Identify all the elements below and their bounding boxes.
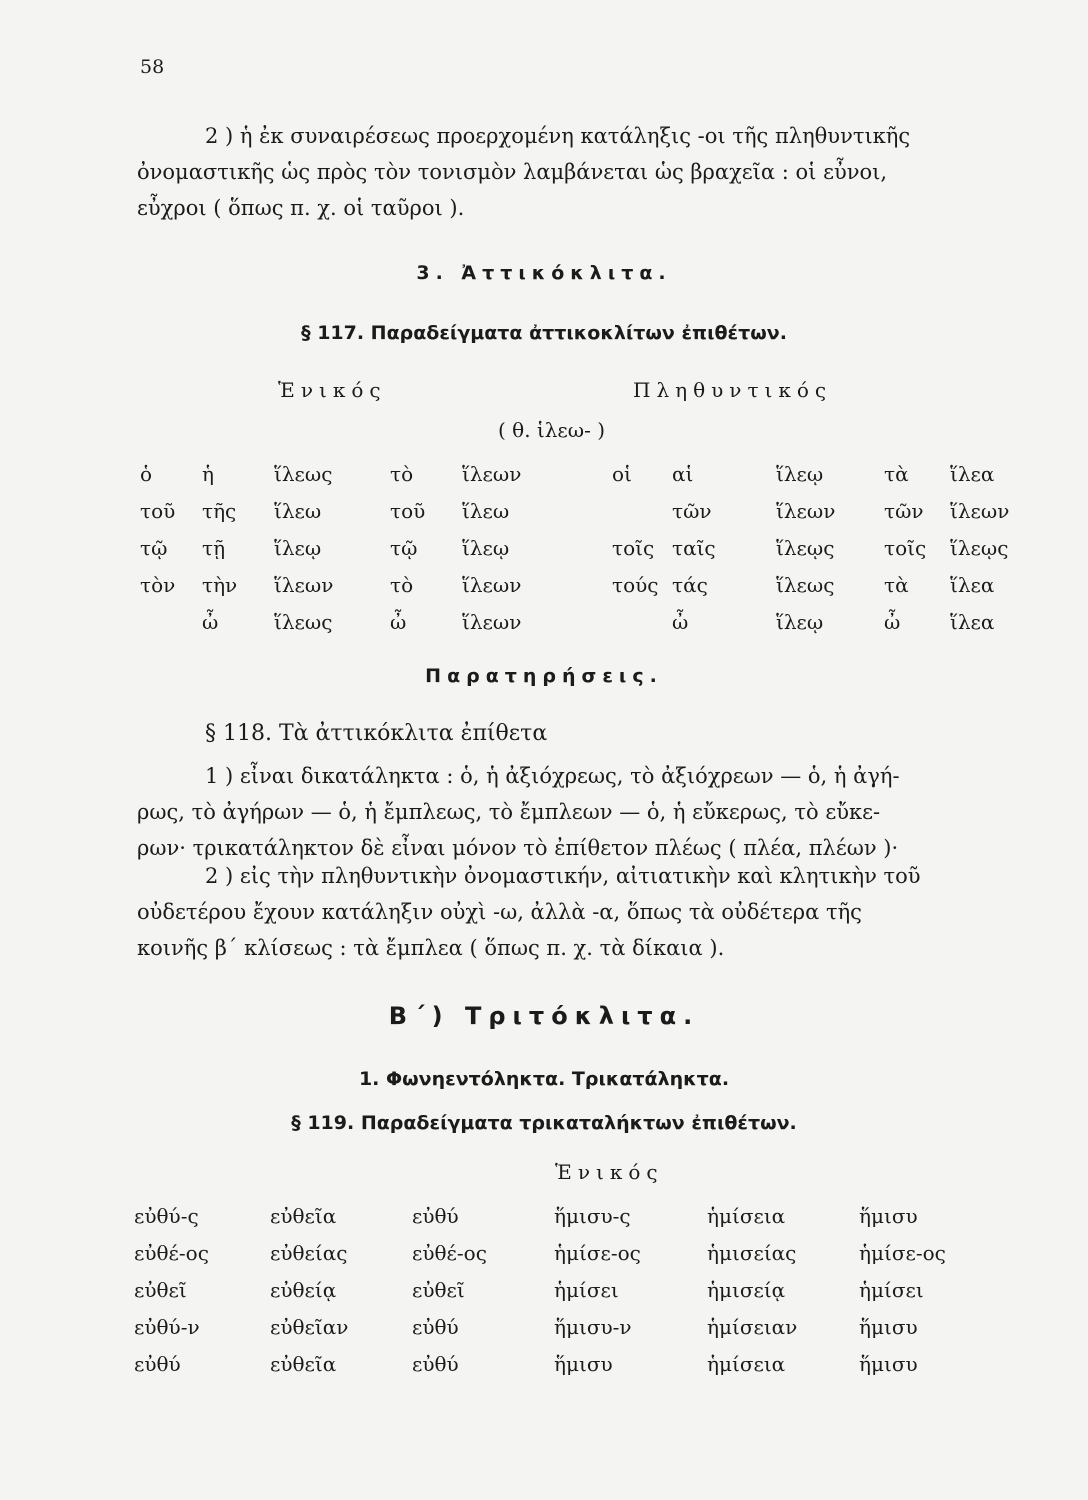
sec118-line-1: 1 ) εἶναι δικατάληκτα : ὁ, ἡ ἀξιόχρεως, τὸ ἀξιόχρεων — ὁ, ἡ ἀγή- xyxy=(205,764,900,788)
table-cell: ἵλεων xyxy=(462,609,522,634)
table-cell: εὐθύ xyxy=(412,1203,459,1228)
table-cell: ἵλεων xyxy=(950,498,1010,523)
sec119-paradigm-table xyxy=(134,1197,979,1382)
table-cell: ὦ xyxy=(884,609,901,634)
subsection-1-title: 1. Φωνηεντόληκτα. Τρικατάληκτα. xyxy=(358,1068,730,1090)
table-cell: ἡμίσεια xyxy=(707,1351,786,1376)
table-cell: εὐθύ-ς xyxy=(134,1203,199,1228)
table-cell: ἵλεῳ xyxy=(274,535,322,560)
table-row xyxy=(134,1197,979,1234)
table-row xyxy=(140,566,1040,603)
table-cell: ἥμισυ-ν xyxy=(554,1314,632,1339)
table-row xyxy=(140,455,1040,492)
table-cell: εὐθεῖα xyxy=(270,1351,337,1376)
table-cell: ἥμισυ xyxy=(859,1203,918,1228)
table-cell: τούς xyxy=(612,572,659,597)
table-cell: ἡμίσειαν xyxy=(707,1314,798,1339)
table-cell: ἵλεα xyxy=(950,609,995,634)
intro-line-2: ὀνομαστικῆς ὡς πρὸς τὸν τονισμὸν λαμβάνεται ὡς βραχεῖα : οἱ εὖνοι, xyxy=(137,160,888,184)
table-cell: τοῦ xyxy=(140,498,176,523)
table-cell: τῷ xyxy=(140,535,168,560)
table-row xyxy=(140,529,1040,566)
table-row xyxy=(134,1308,979,1345)
observations-title: Παρατηρήσεις. xyxy=(425,665,663,687)
table-cell: ἥμισυ xyxy=(859,1314,918,1339)
sec118-line-4: 2 ) εἰς τὴν πληθυντικὴν ὀνομαστικήν, αἰτιατικὴν καὶ κλητικὴν τοῦ xyxy=(205,864,921,888)
table-cell xyxy=(612,492,672,529)
table-cell: ἵλεων xyxy=(274,572,334,597)
section-3-title: 3. Ἀττικόκλιτα. xyxy=(416,262,672,284)
sec117-title: § 117. Παραδείγματα ἀττικοκλίτων ἐπιθέτων. xyxy=(301,322,787,344)
table-cell: τοῖς xyxy=(612,535,655,560)
sec118-line-3: ρων· τρικατάληκτον δὲ εἶναι μόνον τὸ ἐπίθετον πλέως ( πλέα, πλέων )· xyxy=(137,836,899,860)
sec118-line-6: κοινῆς β΄ κλίσεως : τὰ ἔμπλεα ( ὅπως π. χ. τὰ δίκαια ). xyxy=(137,936,725,960)
sec117-paradigm-table xyxy=(140,455,1040,640)
intro-line-1: 2 ) ἡ ἐκ συναιρέσεως προερχομένη κατάληξις -οι τῆς πληθυντικῆς xyxy=(205,124,911,148)
table-cell: ἵλεω xyxy=(274,498,322,523)
table-cell: ἵλεα xyxy=(950,572,995,597)
table-cell xyxy=(612,603,672,640)
table-cell: οἱ xyxy=(612,461,632,486)
table-row xyxy=(134,1271,979,1308)
table-row xyxy=(140,492,1040,529)
table-row xyxy=(134,1345,979,1382)
table-cell: ἵλεως xyxy=(274,461,333,486)
section-b-title: Β΄) Τριτόκλιτα. xyxy=(388,1002,700,1030)
table-cell: εὐθεῖα xyxy=(270,1203,337,1228)
table-cell: ἵλεως xyxy=(776,572,835,597)
table-cell: τὸ xyxy=(390,572,414,597)
table-cell: τῇ xyxy=(202,535,226,560)
page-number: 58 xyxy=(140,56,165,78)
sec118-line-2: ρως, τὸ ἀγήρων — ὁ, ἡ ἔμπλεως, τὸ ἔμπλεων — ὁ, ἡ εὔκερως, τὸ εὔκε- xyxy=(137,800,881,824)
table-cell: τὸ xyxy=(390,461,414,486)
table-cell: ἡμίσε-ος xyxy=(859,1240,946,1265)
table-cell: ἵλεῳ xyxy=(462,535,510,560)
table-cell: τὸν xyxy=(140,572,176,597)
table-cell: ἥμισυ xyxy=(554,1351,613,1376)
table-cell: ἵλεων xyxy=(462,572,522,597)
table-cell: ἡμισείᾳ xyxy=(707,1277,786,1302)
table-cell: ὦ xyxy=(390,609,407,634)
table-cell: ἵλεω xyxy=(462,498,510,523)
table-cell: ὁ xyxy=(140,461,153,486)
table-row xyxy=(134,1234,979,1271)
table-cell: ὦ xyxy=(672,609,689,634)
table-cell: τῆς xyxy=(202,498,237,523)
table-cell: εὐθύ xyxy=(412,1314,459,1339)
table-cell: τοῦ xyxy=(390,498,426,523)
table-cell: ἵλεῳς xyxy=(776,535,835,560)
table-cell: τάς xyxy=(672,572,708,597)
table-cell: ἡμίσει xyxy=(859,1277,924,1302)
table-cell: ἵλεως xyxy=(274,609,333,634)
table-cell: εὐθεῖ xyxy=(412,1277,465,1302)
table-cell: εὐθεῖ xyxy=(134,1277,187,1302)
table-cell: τὰ xyxy=(884,461,909,486)
table-cell: τῶν xyxy=(672,498,712,523)
table-cell: εὐθύ xyxy=(134,1351,181,1376)
sec117-theme: ( θ. ἱλεω- ) xyxy=(498,418,606,442)
table-cell: τὰ xyxy=(884,572,909,597)
table-cell: αἱ xyxy=(672,461,694,486)
intro-line-3: εὖχροι ( ὅπως π. χ. οἱ ταῦροι ). xyxy=(137,196,465,220)
table-cell: τῷ xyxy=(390,535,418,560)
table-cell: ἥμισυ-ς xyxy=(554,1203,631,1228)
table-row xyxy=(140,603,1040,640)
table-cell: ἡμίσει xyxy=(554,1277,619,1302)
table-cell: εὐθείᾳ xyxy=(270,1277,337,1302)
sec119-singular-label: Ἑνικός xyxy=(555,1160,664,1184)
sec117-singular-label: Ἑνικός xyxy=(278,378,387,402)
sec117-plural-label: Πληθυντικός xyxy=(633,378,833,402)
table-cell: ὦ xyxy=(202,609,219,634)
table-cell: ἵλεῳ xyxy=(776,609,824,634)
table-cell: τοῖς xyxy=(884,535,927,560)
table-cell: τὴν xyxy=(202,572,238,597)
table-cell: ἵλεῳς xyxy=(950,535,1009,560)
table-cell: ἥμισυ xyxy=(859,1351,918,1376)
table-cell: ἡμίσεια xyxy=(707,1203,786,1228)
table-cell: ἵλεων xyxy=(462,461,522,486)
table-cell: ἵλεα xyxy=(950,461,995,486)
table-cell: ἡμίσε-ος xyxy=(554,1240,641,1265)
sec119-title: § 119. Παραδείγματα τρικαταλήκτων ἐπιθέτων. xyxy=(291,1112,797,1134)
table-cell xyxy=(140,603,202,640)
table-cell: εὐθύ xyxy=(412,1351,459,1376)
sec118-heading: § 118. Τὰ ἀττικόκλιτα ἐπίθετα xyxy=(205,721,548,746)
table-cell: ἵλεων xyxy=(776,498,836,523)
table-cell: εὐθέ-ος xyxy=(134,1240,209,1265)
table-cell: ἡ xyxy=(202,461,214,486)
sec118-line-5: οὐδετέρου ἔχουν κατάληξιν οὐχὶ -ω, ἀλλὰ -α, ὅπως τὰ οὐδέτερα τῆς xyxy=(137,900,862,924)
table-cell: εὐθύ-ν xyxy=(134,1314,200,1339)
table-cell: εὐθείας xyxy=(270,1240,348,1265)
table-cell: εὐθέ-ος xyxy=(412,1240,487,1265)
table-cell: ταῖς xyxy=(672,535,716,560)
table-cell: ἡμισείας xyxy=(707,1240,797,1265)
table-cell: ἵλεῳ xyxy=(776,461,824,486)
table-cell: τῶν xyxy=(884,498,924,523)
table-cell: εὐθεῖαν xyxy=(270,1314,349,1339)
